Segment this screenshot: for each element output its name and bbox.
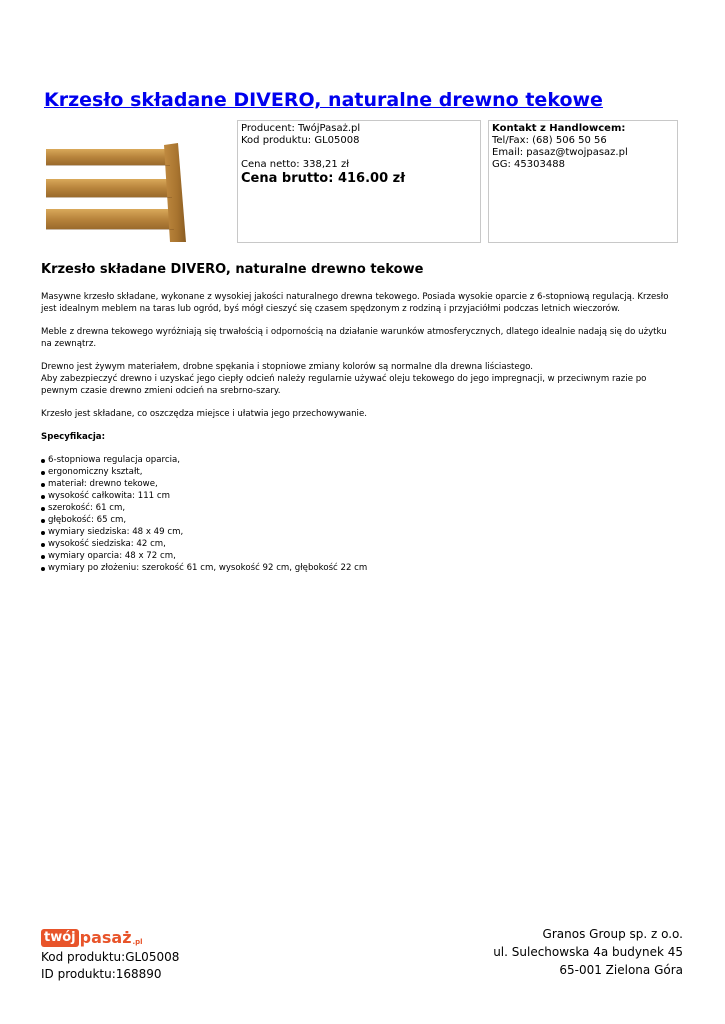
company-name: Granos Group sp. z o.o.: [542, 927, 683, 941]
contact-box: [488, 120, 678, 243]
product-code-text: Kod produktu: GL05008: [241, 135, 360, 146]
description-paragraph-4: Krzesło jest składane, co oszczędza miejsce i ułatwia jego przechowywanie.: [41, 409, 367, 419]
footer-product-id: ID produktu:168890: [41, 967, 162, 981]
contact-heading: Kontakt z Handlowcem:: [492, 123, 626, 134]
logo-pl: .pl: [132, 938, 143, 946]
product-title-link[interactable]: Krzesło składane DIVERO, naturalne drewno tekowe: [44, 89, 603, 111]
gross-price-text: Cena brutto: 416.00 zł: [241, 171, 406, 186]
company-street: ul. Sulechowska 4a budynek 45: [493, 945, 683, 959]
footer-product-ids: [41, 925, 179, 983]
spec-item: głębokość: 65 cm,: [41, 514, 671, 526]
contact-tel: Tel/Fax: (68) 506 50 56: [492, 135, 607, 146]
description-paragraph-1: Masywne krzesło składane, wykonane z wysokiej jakości naturalnego drewna tekowego. Posiada wysokie oparcie z 6-stopniową regulacją. Krzesło jest idealnym meblem na taras lub ogród, byś mógł cieszyć się czasem spędzonym z rodziną i przyjaciółmi podczas letnich wieczorów.: [41, 292, 669, 314]
spec-item: wysokość siedziska: 42 cm,: [41, 538, 671, 550]
description-paragraph-3a: Drewno jest żywym materiałem, drobne spękania i stopniowe zmiany kolorów są normalne dla drewna liściastego.: [41, 362, 534, 372]
logo-twoj: twój: [41, 929, 79, 947]
contact-gg: GG: 45303488: [492, 159, 565, 170]
spec-item: szerokość: 61 cm,: [41, 502, 671, 514]
spec-list: [41, 454, 671, 574]
spec-item: wymiary oparcia: 48 x 72 cm,: [41, 550, 671, 562]
spec-item: 6-stopniowa regulacja oparcia,: [41, 454, 671, 466]
contact-email: Email: pasaz@twojpasaz.pl: [492, 147, 628, 158]
footer-product-code: Kod produktu:GL05008: [41, 950, 180, 964]
twojpasaz-logo: [41, 925, 179, 947]
spec-item: wysokość całkowita: 111 cm: [41, 490, 671, 502]
description-paragraph-3: [41, 361, 671, 397]
description-paragraph-3b: Aby zabezpieczyć drewno i uzyskać jego ciepły odcień należy regularnie używać oleju tekowego do jego impregnacji, w przeciwnym razie po pewnym czasie drewno zmieni odcień na srebrno-szary.: [41, 374, 647, 396]
product-description: [41, 262, 671, 574]
footer-company-address: [493, 925, 683, 979]
spec-item: materiał: drewno tekowe,: [41, 478, 671, 490]
spec-item: wymiary po złożeniu: szerokość 61 cm, wysokość 92 cm, głębokość 22 cm: [41, 562, 671, 574]
description-paragraph-2: Meble z drewna tekowego wyróżniają się trwałością i odpornością na działanie warunków atmosferycznych, dlatego idealnie nadają się do użytku na zewnątrz.: [41, 327, 667, 349]
company-city: 65-001 Zielona Góra: [559, 963, 683, 977]
net-price-text: Cena netto: 338,21 zł: [241, 159, 350, 170]
product-image: [46, 121, 230, 242]
spec-heading: Specyfikacja:: [41, 432, 106, 442]
spec-item: wymiary siedziska: 48 x 49 cm,: [41, 526, 671, 538]
description-heading: Krzesło składane DIVERO, naturalne drewno tekowe: [41, 262, 424, 277]
chair-photo: [46, 121, 230, 242]
producer-text: Producent: TwójPasaż.pl: [241, 123, 361, 134]
price-info-box: [237, 120, 481, 243]
spec-item: ergonomiczny kształt,: [41, 466, 671, 478]
logo-pasaz: pasaż: [79, 928, 132, 947]
